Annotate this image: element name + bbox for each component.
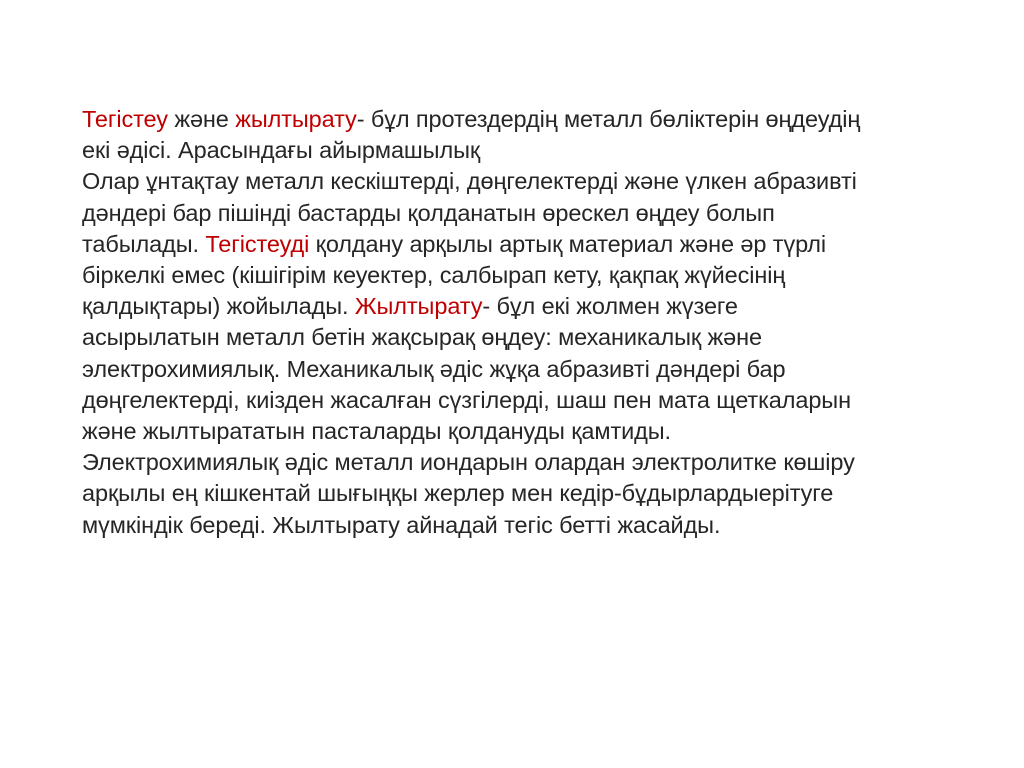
text-line: [82, 229, 962, 260]
text-line: [82, 291, 962, 322]
highlighted-term: Тегістеуді: [205, 230, 310, 257]
text-fragment: - бұл екі жолмен жүзеге: [482, 293, 738, 320]
text-line: және жылтырататын пасталарды қолдануды қамтиды.: [82, 418, 671, 445]
text-fragment: - бұл протездердің металл бөліктерін өңдеудің: [356, 106, 861, 132]
text-line: біркелкі емес (кішігірім кеуектер, салбырап кету, қақпақ жүйесінің: [82, 262, 786, 289]
text-line: Олар ұнтақтау металл кескіштерді, дөңгелектерді және үлкен абразивті: [82, 168, 857, 195]
text-line: дөңгелектерді, киізден жасалған сүзгілерді, шаш пен мата щеткаларын: [82, 386, 851, 413]
text-fragment: қолдану арқылы артық материал және әр түрлі: [309, 230, 827, 257]
highlighted-term: жылтырату: [235, 106, 357, 132]
body-text: [82, 104, 962, 541]
text-line: мүмкіндік береді. Жылтырату айнадай тегіс бетті жасайды.: [82, 511, 721, 538]
text-line: [82, 104, 962, 135]
text-line: Электрохимиялық әдіс металл иондарын олардан электролитке көшіру: [82, 449, 855, 476]
text-fragment: қалдықтары) жойылады.: [82, 293, 355, 320]
text-line: асырылатын металл бетін жақсырақ өңдеу: механикалық және: [82, 324, 762, 351]
text-fragment: табылады.: [82, 230, 206, 257]
text-line: дәндері бар пішінді бастарды қолданатын өрескел өңдеу болып: [82, 199, 775, 226]
text-fragment: және: [167, 106, 236, 132]
highlighted-term: Тегістеу: [82, 106, 168, 132]
text-line: арқылы ең кішкентай шығыңқы жерлер мен кедір-бұдырлардыерітуге: [82, 480, 834, 507]
highlighted-term: Жылтырату: [354, 293, 483, 320]
text-line: электрохимиялық. Механикалық әдіс жұқа абразивті дәндері бар: [82, 355, 786, 382]
text-line: екі әдісі. Арасындағы айырмашылық: [82, 137, 481, 164]
